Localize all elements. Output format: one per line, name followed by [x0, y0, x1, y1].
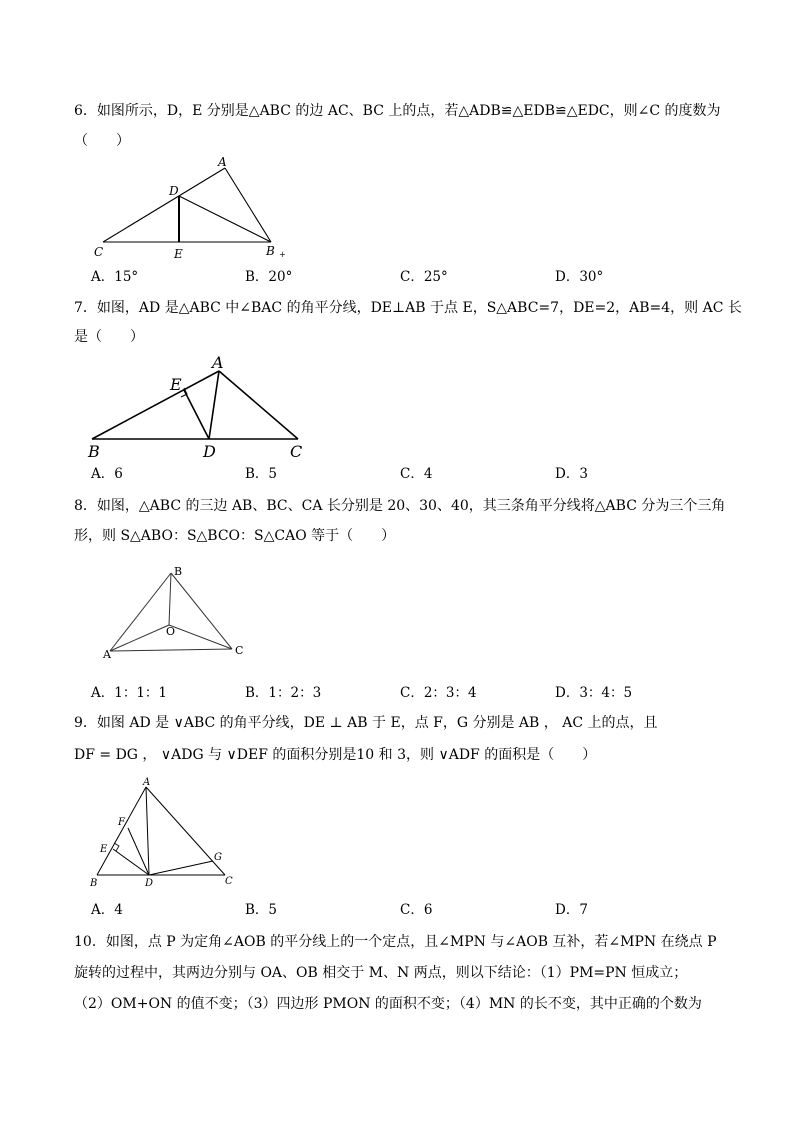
bisector-ad: [209, 371, 219, 439]
label-c: C: [290, 442, 303, 461]
question-8-line-2: 形，则 S△ABO：S△BCO：S△CAO 等于（ ）: [74, 528, 396, 544]
segment-dg: [149, 861, 213, 875]
question-6-line-2: （ ）: [74, 133, 130, 149]
q6-option-d: D．30°: [555, 269, 604, 285]
label-d: D: [203, 442, 216, 461]
label-e: E: [174, 247, 183, 261]
bisector-ao: [110, 625, 169, 651]
q6-option-b: B．20°: [245, 269, 293, 285]
question-9-figure: [88, 775, 248, 890]
q6-option-c: C．25°: [400, 269, 448, 285]
q8-option-d: D．3：4：5: [555, 685, 633, 701]
label-f: F: [118, 817, 125, 828]
label-b: B: [90, 878, 98, 889]
label-a: A: [212, 353, 224, 372]
question-7-line-2: 是（ ）: [74, 329, 144, 345]
q7-option-b: B．5: [245, 466, 278, 482]
q8-option-b: B．1：2：3: [245, 685, 322, 701]
label-g: G: [214, 852, 222, 863]
bisector-bo: [169, 573, 171, 625]
label-a: A: [143, 777, 151, 788]
label-b: B: [174, 565, 183, 578]
side-ac: [219, 371, 298, 439]
q9-option-d: D．7: [555, 902, 588, 918]
label-d: D: [145, 878, 154, 889]
label-plus: +: [279, 250, 286, 259]
label-d: D: [169, 184, 179, 198]
label-o: O: [166, 625, 176, 638]
question-7-line-1: 7．如图，AD 是△ABC 中∠BAC 的角平分线，DE⊥AB 于点 E，S△ABC=7，DE=2，AB=4，则 AC 长: [74, 300, 742, 316]
q7-option-a: A．6: [91, 466, 123, 482]
side-ba: [92, 371, 219, 439]
question-10-line-3: （2）OM+ON 的值不变；（3）四边形 PMON 的面积不变；（4）MN 的长不变，其中正确的个数为: [74, 996, 702, 1012]
q8-option-c: C．2：3：4: [400, 685, 477, 701]
question-7-figure: [88, 350, 313, 462]
q9-option-c: C．6: [400, 902, 433, 918]
question-6-line-1: 6．如图所示，D，E 分别是△ABC 的边 AC、BC 上的点，若△ADB≌△EDB≌△EDC，则∠C 的度数为: [74, 103, 721, 119]
label-e: E: [170, 375, 182, 394]
q7-option-c: C．4: [400, 466, 433, 482]
label-a: A: [103, 648, 111, 661]
question-8-line-1: 8．如图，△ABC 的三边 AB、BC、CA 长分别是 20、30、40，其三条角平分线将△ABC 分为三个三角: [74, 498, 726, 514]
label-c: C: [235, 644, 244, 657]
label-b: B: [266, 244, 275, 258]
q8-option-a: A．1：1：1: [91, 685, 168, 701]
question-6-figure: [90, 152, 300, 264]
side-ab: [110, 573, 171, 651]
question-10-line-2: 旋转的过程中，其两边分别与 OA、OB 相交于 M、N 两点，则以下结论：（1）PM=PN 恒成立；: [74, 965, 688, 981]
label-c: C: [94, 245, 104, 259]
question-9-line-2: DF = DG ， ∨ADG 与 ∨DEF 的面积分别是10 和 3，则 ∨ADF 的面积是（ ）: [74, 747, 597, 763]
question-10-line-1: 10．如图，点 P 为定角∠AOB 的平分线上的一个定点，且∠MPN 与∠AOB 互补，若∠MPN 在绕点 P: [74, 934, 717, 950]
side-ca: [103, 168, 225, 242]
question-8-figure: [100, 560, 260, 662]
side-ac: [110, 649, 232, 651]
label-a: A: [218, 155, 227, 169]
q7-option-d: D．3: [555, 466, 588, 482]
perpendicular-de: [184, 390, 209, 439]
q9-option-b: B．5: [245, 902, 278, 918]
question-9-line-1: 9．如图 AD 是 ∨ABC 的角平分线，DE ⊥ AB 于 E，点 F，G 分别是 AB ， AC 上的点，且: [74, 715, 658, 731]
label-e: E: [100, 844, 108, 855]
label-b: B: [88, 442, 100, 461]
q6-option-a: A．15°: [91, 269, 139, 285]
side-ba: [97, 787, 146, 875]
q9-option-a: A．4: [91, 902, 123, 918]
bisector-ad: [146, 787, 149, 875]
label-c: C: [225, 876, 233, 887]
